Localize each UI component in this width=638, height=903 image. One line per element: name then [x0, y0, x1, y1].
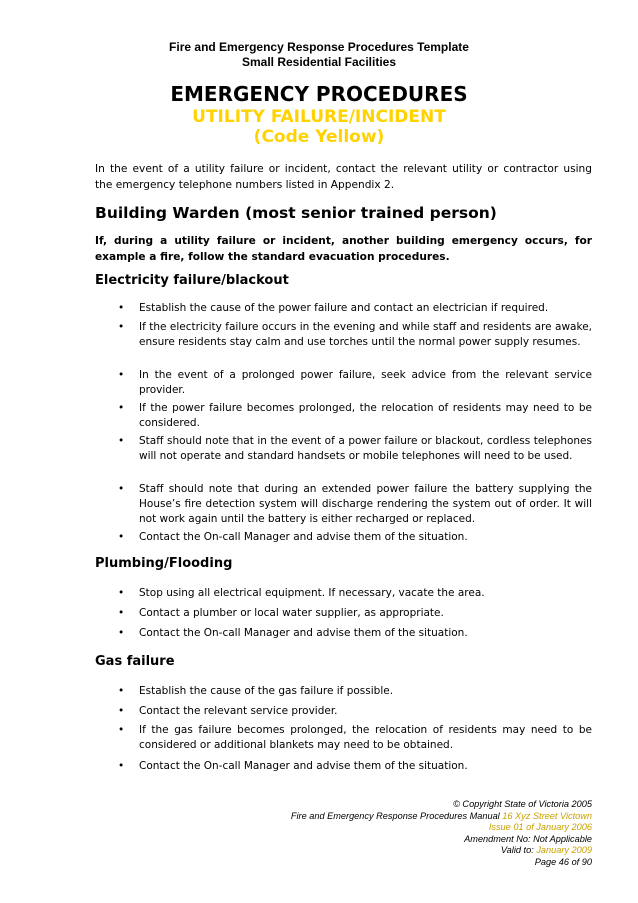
bullet: •	[118, 531, 125, 543]
document-page: Fire and Emergency Response Procedures Template Small Residential Facilities EMERGENCY PROCEDURES UTILITY FAILURE/INCIDENT (Code Yellow) In the event of a utility failure or incident, contact the relevant utility or contractor using the emergency telephone numbers listed in Appendix 2. Building Warden (most senior trained person) If, during a utility failure or incident, another building emergency occurs, for example a fire, follow the standard evacuation procedures. Electricity failure/blackout • Establish the cause of the power failure and contact an electrician if required. • If the electricity failure occurs in the evening and while staff and residents are awake, ensure residents stay calm and use torches until the normal power supply resumes. • In the event of a prolonged power failure, seek advice from the relevant service provider. • If the power failure becomes prolonged, the relocation of residents may need to be considered. • Staff should note that in the event of a power failure or blackout, cordless telephones will not operate and standard handsets or mobile telephones will need to be used. • Staff should note that during an extended power failure the battery supplying the House’s fire detection system will discharge rendering the system out of order. It will not work again until the battery is either recharged or replaced. • Contact the On-call Manager and advise them of the situation. Plumbing/Flooding • Stop using all electrical equipment. If necessary, vacate the area. • Contact a plumber or local water supplier, as appropriate. • Contact the On-call Manager and advise them of the situation. Gas failure • Establish the cause of the gas failure if possible. • Contact the relevant service provider. • If the gas failure becomes prolonged, the relocation of residents may need to be considered or additional blankets may need to be obtained. • Contact the On-call Manager and advise them of the situation. © Copyright State of Victoria 2005 Fire and Emergency Response Procedures Manual 16 Xyz Street Victown Issue 01 of January 2006 Amendment No: Not Applicable Valid to: January 2009 Page 46 of 90	[0, 0, 638, 903]
bullet: •	[118, 627, 125, 639]
electricity-heading: Electricity failure/blackout	[95, 273, 289, 288]
footer-amendment: Amendment No: Not Applicable	[464, 833, 592, 844]
bullet: •	[118, 369, 125, 381]
footer-page-number: Page 46 of 90	[534, 856, 592, 867]
bullet: •	[118, 435, 125, 447]
page-footer	[291, 799, 592, 869]
bullet: •	[118, 321, 125, 333]
warden-note-line-2: example a fire, follow the standard evacuation procedures.	[95, 251, 450, 263]
bullet: •	[118, 760, 125, 772]
intro-line-2: the emergency telephone numbers listed in Appendix 2.	[95, 179, 395, 191]
bullet: •	[118, 402, 125, 414]
bullet: •	[118, 302, 125, 314]
warden-note	[95, 233, 592, 265]
footer-copyright: © Copyright State of Victoria 2005	[453, 799, 592, 809]
bullet: •	[118, 587, 125, 599]
warden-heading: Building Warden (most senior trained person)	[95, 204, 497, 222]
header-line-1: Fire and Emergency Response Procedures Template	[169, 40, 469, 54]
page-title: EMERGENCY PROCEDURES	[170, 82, 468, 106]
gas-heading: Gas failure	[95, 654, 175, 669]
footer-manual: Fire and Emergency Response Procedures Manual 16 Xyz Street Victown	[290, 810, 592, 821]
footer-valid-date: January 2009	[536, 845, 592, 856]
footer-issue: Issue 01 of January 2006	[488, 822, 592, 833]
bullet: •	[118, 483, 125, 495]
code-label: (Code Yellow)	[253, 127, 385, 147]
bullet: •	[118, 685, 125, 697]
intro-line-1: In the event of a utility failure or incident, contact the relevant utility or contractor using	[95, 163, 592, 175]
header-line-2: Small Residential Facilities	[241, 55, 397, 69]
warden-note-line-1: If, during a utility failure or incident, another building emergency occurs, for	[95, 235, 592, 247]
footer-valid: Valid to: January 2009	[500, 845, 592, 856]
bullet: •	[118, 705, 125, 717]
bullet: •	[118, 724, 125, 736]
footer-address: 16 Xyz Street Victown	[502, 810, 592, 821]
intro-paragraph	[95, 161, 592, 193]
plumbing-heading: Plumbing/Flooding	[95, 556, 233, 571]
page-subtitle: UTILITY FAILURE/INCIDENT	[192, 107, 446, 127]
bullet: •	[118, 607, 125, 619]
